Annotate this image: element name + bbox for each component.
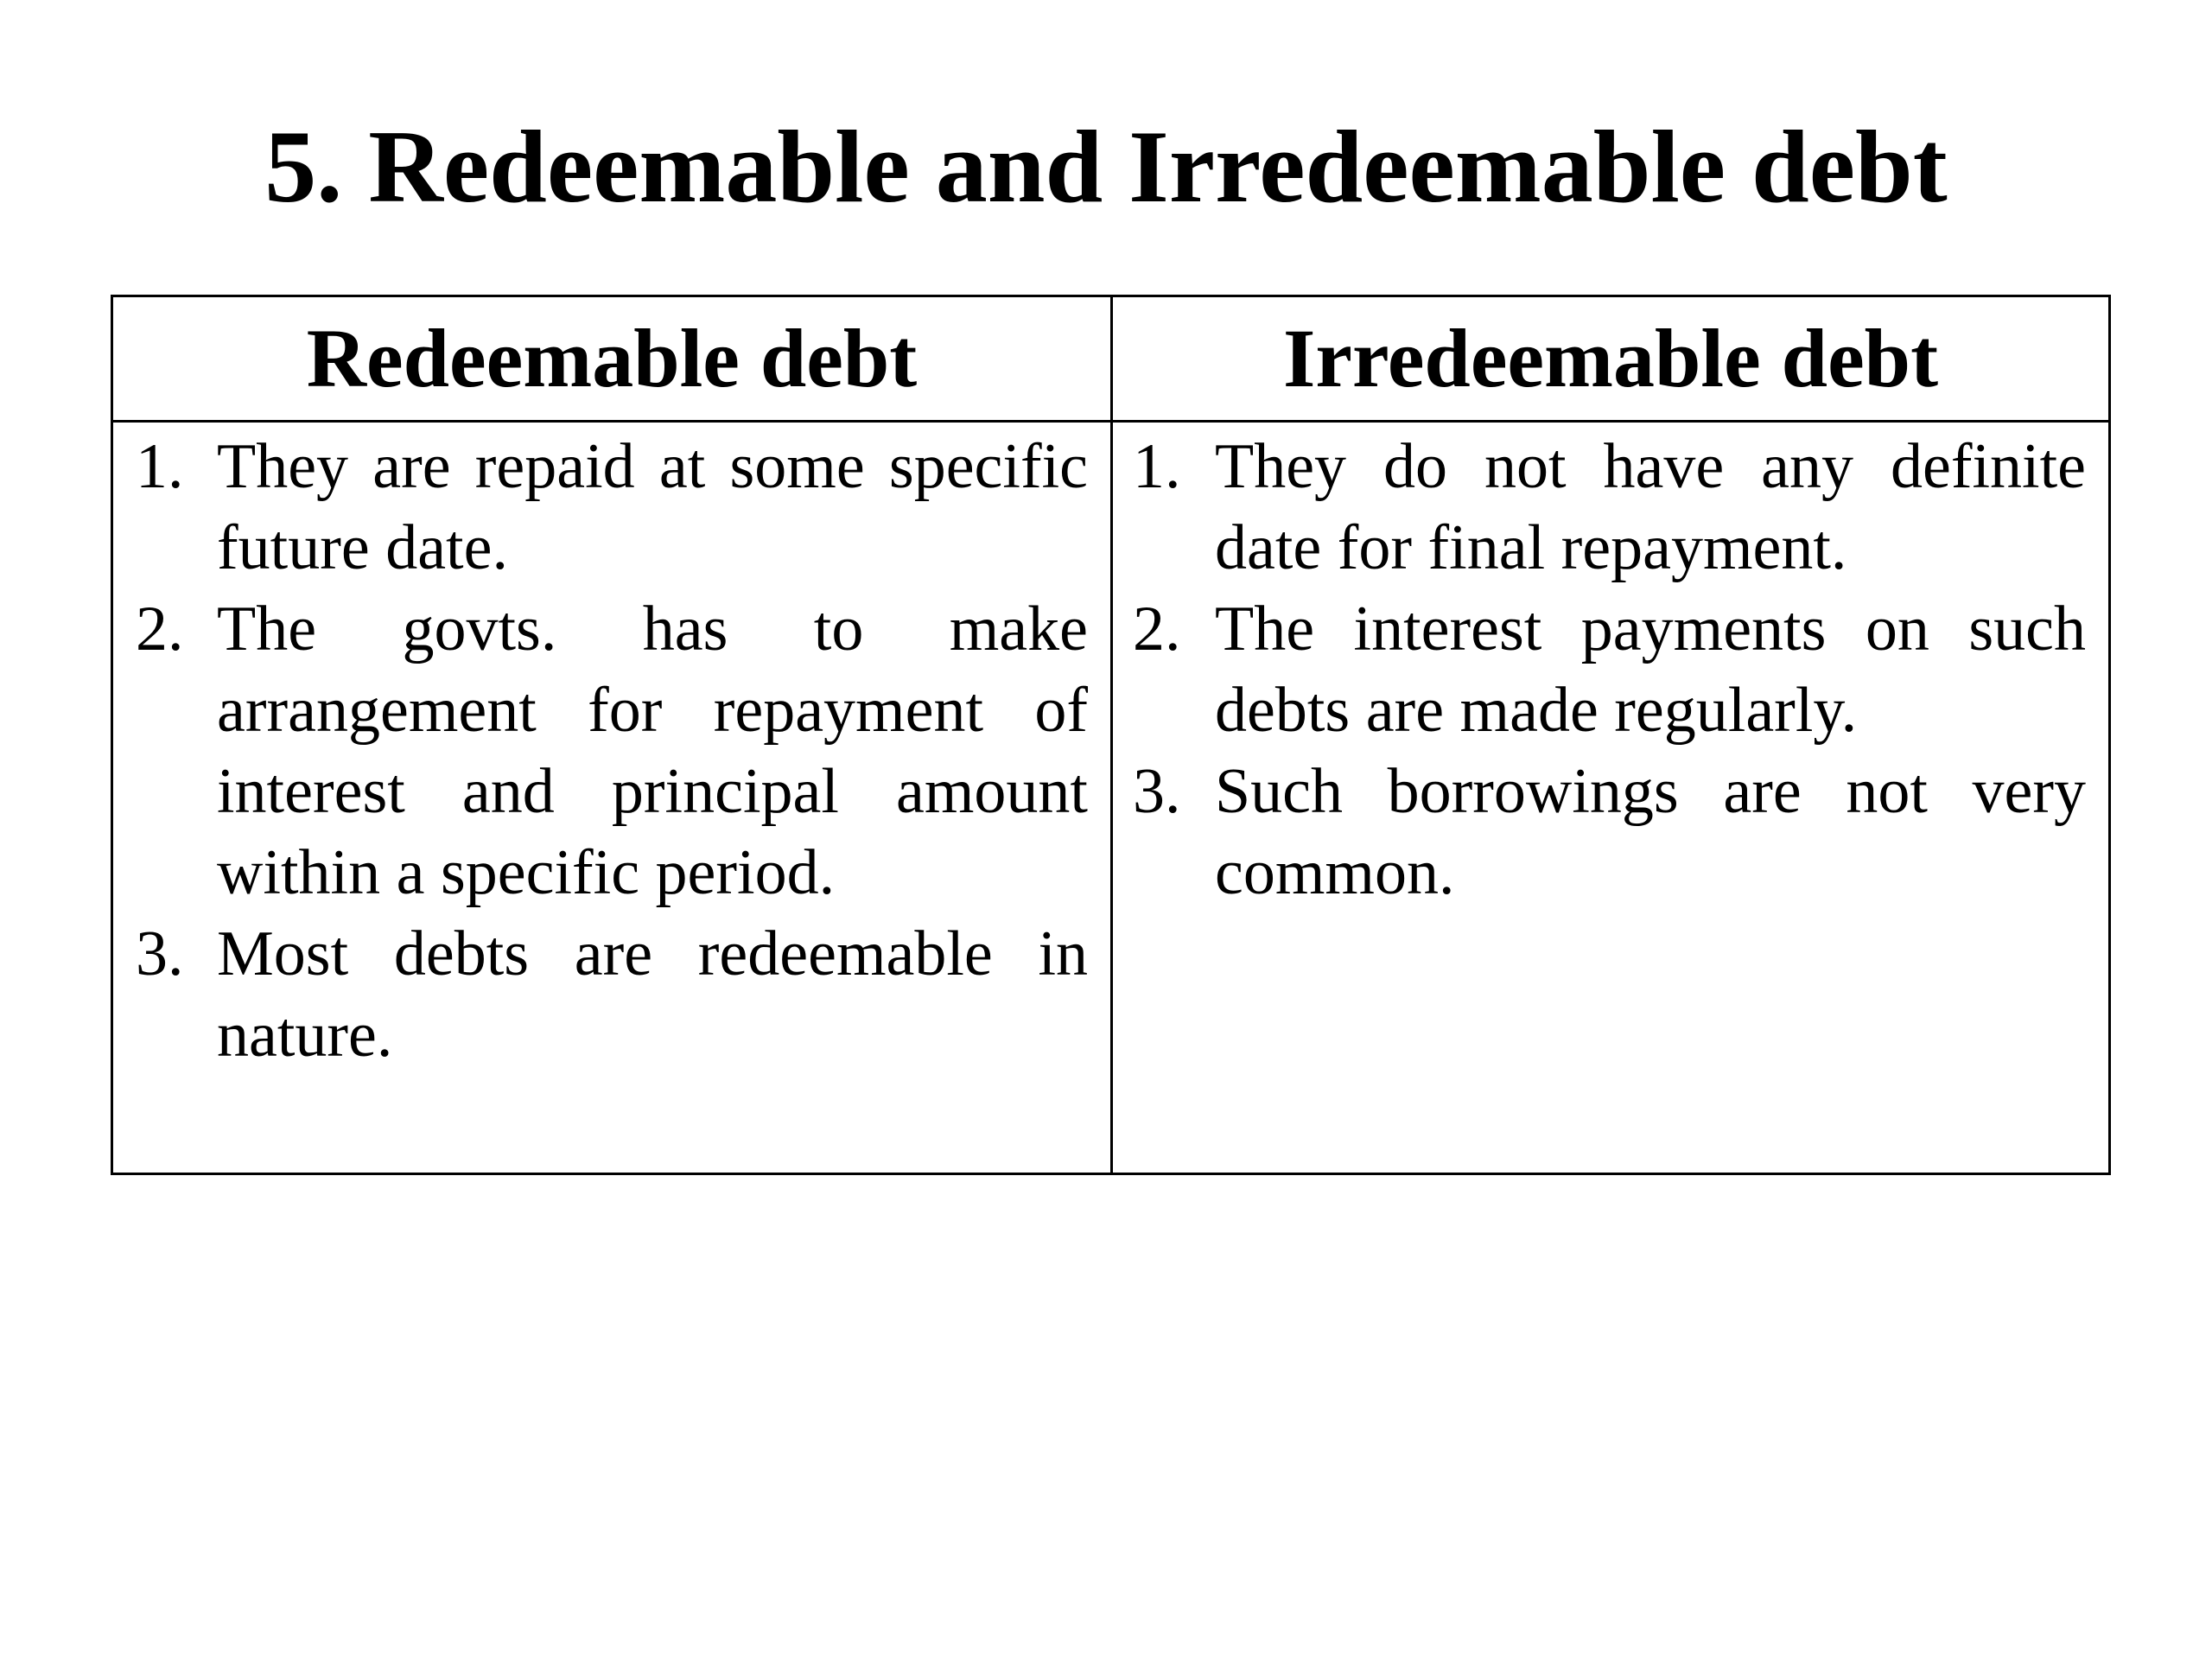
redeemable-cell	[113, 423, 1113, 1173]
comparison-table	[111, 295, 2111, 1175]
item-number: 1.	[1133, 431, 1181, 502]
slide-title: 5. Redeemable and Irredeemable debt	[264, 109, 1948, 224]
list-item	[1133, 426, 2086, 588]
list-item	[136, 588, 1088, 913]
column-heading-irredeemable: Irredeemable debt	[1113, 297, 2108, 423]
irredeemable-cell	[1113, 423, 2108, 1173]
irredeemable-list	[1113, 423, 2108, 913]
item-number: 3.	[136, 918, 184, 989]
redeemable-list	[113, 423, 1110, 1076]
list-item	[1133, 751, 2086, 913]
item-number: 3.	[1133, 756, 1181, 827]
item-text: Most debts are redeemable in nature.	[217, 918, 1088, 1071]
list-item	[136, 913, 1088, 1076]
item-text: The interest payments on such debts are made regularly.	[1215, 594, 2086, 746]
item-text: The govts. has to make arrangement for repayment of interest and principal amount within a specific period.	[217, 594, 1088, 908]
list-item	[136, 426, 1088, 588]
item-text: They do not have any definite date for final repayment.	[1215, 431, 2086, 583]
list-item	[1133, 588, 2086, 751]
item-text: Such borrowings are not very common.	[1215, 756, 2086, 908]
item-number: 2.	[136, 594, 184, 664]
item-number: 2.	[1133, 594, 1181, 664]
item-text: They are repaid at some specific future date.	[217, 431, 1088, 583]
item-number: 1.	[136, 431, 184, 502]
column-heading-redeemable: Redeemable debt	[113, 297, 1113, 423]
